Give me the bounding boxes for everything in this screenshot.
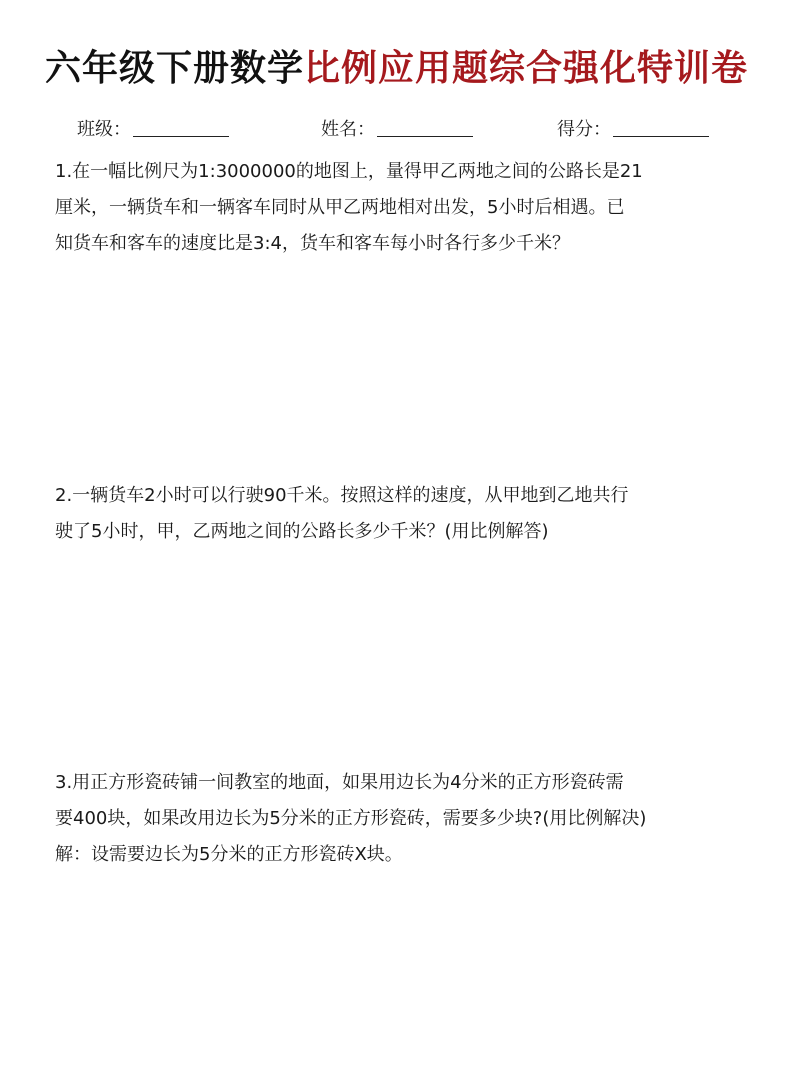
question-1 <box>55 154 755 262</box>
question-line: 3.用正方形瓷砖铺一间教室的地面，如果用边长为4分米的正方形瓷砖需 <box>55 772 624 793</box>
score-label: 得分： <box>557 119 611 140</box>
question-line: 要400块，如果改用边长为5分米的正方形瓷砖，需要多少块?(用比例解决) <box>55 808 647 829</box>
class-field <box>77 115 229 141</box>
name-field <box>321 115 473 141</box>
question-3 <box>55 765 755 873</box>
title-part-grade: 六年级下册数学 <box>44 48 304 89</box>
question-line: 驶了5小时，甲，乙两地之间的公路长多少千米？(用比例解答) <box>55 521 549 542</box>
question-2 <box>55 478 755 550</box>
question-line: 2.一辆货车2小时可以行驶90千米。按照这样的速度，从甲地到乙地共行 <box>55 485 629 506</box>
page-title <box>0 40 793 91</box>
score-blank[interactable] <box>613 118 709 137</box>
score-field <box>557 115 709 141</box>
question-line: 解：设需要边长为5分米的正方形瓷砖X块。 <box>55 844 403 865</box>
question-line: 1.在一幅比例尺为1:3000000的地图上，量得甲乙两地之间的公路长是21 <box>55 161 643 182</box>
class-label: 班级： <box>77 119 131 140</box>
question-line: 厘米，一辆货车和一辆客车同时从甲乙两地相对出发，5小时后相遇。已 <box>55 197 625 218</box>
title-part-topic: 比例应用题综合强化特训卷 <box>304 48 749 89</box>
class-blank[interactable] <box>133 118 229 137</box>
name-blank[interactable] <box>377 118 473 137</box>
student-info-row <box>0 115 793 141</box>
question-line: 知货车和客车的速度比是3:4，货车和客车每小时各行多少千米？ <box>55 233 570 254</box>
name-label: 姓名： <box>321 119 375 140</box>
